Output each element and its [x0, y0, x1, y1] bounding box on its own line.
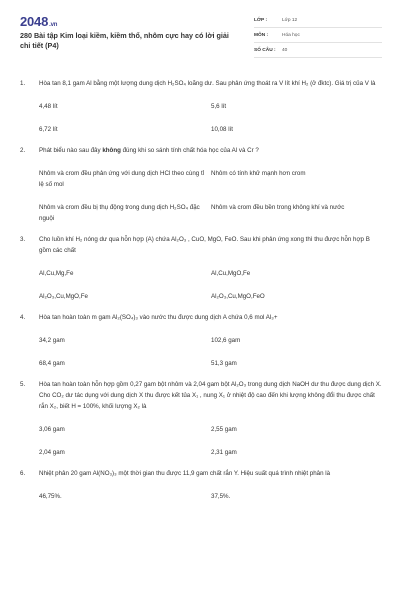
question-text: Hòa tan hoàn toàn hỗn hợp gồm 0,27 gam bột nhôm và 2,04 gam bột Al₂O₃ trong dung dịch NaOH dư thu được dung dịch X. Cho CO₂ dư tác dụng với dung dịch X thu được kết tủa X₁ , nung X₁ ở nhiệt độ cao đến khi lượng không đổi thu được chất rắn X₂, biết H = 100%, khối lượng X₂ là [39, 381, 382, 410]
document-title: 280 Bài tập Kim loại kiềm, kiềm thổ, nhôm cực hay có lời giải chi tiết (P4) [20, 31, 229, 50]
option-c[interactable]: 6,72 lít [39, 126, 58, 133]
meta-key: SỐ CÂU : [254, 47, 276, 53]
answer-options [39, 424, 382, 458]
option-a[interactable]: 4,48 lít [39, 103, 58, 110]
question-6 [20, 468, 382, 502]
option-c[interactable]: 2,04 gam [39, 449, 65, 456]
question-text [39, 145, 382, 156]
meta-key: LỚP : [254, 17, 268, 23]
question-text: Cho luồn khí H₂ nóng dư qua hỗn hợp (A) chứa Al₂O₃ , CuO, MgO, FeO. Sau khi phản ứng xong thì thu được hỗn hợp B gồm các chất [39, 236, 370, 254]
site-logo[interactable] [20, 14, 57, 29]
option-c[interactable]: Nhôm và crom đều bị thụ động trong dung dịch H₂SO₄ đặc nguội [39, 204, 200, 222]
page-header [0, 0, 400, 62]
question-number: 2. [20, 147, 26, 154]
question-list [20, 78, 382, 512]
answer-options [39, 491, 382, 502]
option-b[interactable]: 37,5%. [211, 493, 231, 500]
question-number: 1. [20, 80, 26, 87]
answer-options [39, 168, 382, 224]
option-d[interactable]: 51,3 gam [211, 360, 237, 367]
question-text-part: Phát biểu nào sau đây [39, 147, 103, 154]
question-4 [20, 312, 382, 369]
question-text: Hòa tan hoàn toàn m gam Al₂(SO₄)₃ vào nước thu được dung dịch A chứa 0,6 mol Al₃+ [39, 314, 278, 321]
option-b[interactable]: 5,6 lít [211, 103, 227, 110]
option-d[interactable]: 10,08 lít [211, 126, 234, 133]
option-a[interactable]: 46,75%. [39, 493, 62, 500]
question-3 [20, 234, 382, 302]
option-b[interactable]: 102,6 gam [211, 337, 241, 344]
question-number: 4. [20, 314, 26, 321]
question-2 [20, 145, 382, 224]
question-number: 5. [20, 381, 26, 388]
document-meta [254, 13, 382, 58]
option-a[interactable]: 3,06 gam [39, 426, 65, 433]
meta-row-class [254, 13, 382, 28]
option-d[interactable]: 2,31 gam [211, 449, 237, 456]
question-emphasis: không [102, 147, 121, 154]
option-b[interactable]: Nhôm có tính khử mạnh hơn crom [211, 170, 306, 177]
meta-key: MÔN : [254, 32, 269, 38]
question-text: Hòa tan 8,1 gam Al bằng một lượng dung dịch H₂SO₄ loãng dư. Sau phản ứng thoát ra V lít khí H₂ (ở đktc). Giá trị của V là [39, 80, 376, 87]
logo-text: 2048 [20, 14, 49, 29]
meta-value: Lớp 12 [282, 17, 298, 23]
answer-options [39, 335, 382, 369]
option-b[interactable]: Al,Cu,MgO,Fe [211, 270, 251, 277]
option-c[interactable]: 68,4 gam [39, 360, 65, 367]
answer-options [39, 101, 382, 135]
question-number: 3. [20, 236, 26, 243]
meta-row-subject [254, 28, 382, 43]
meta-row-count [254, 43, 382, 58]
question-text: Nhiệt phân 20 gam Al(NO₃)₃ một thời gian thu được 11,9 gam chất rắn Y. Hiệu suất quá trình nhiệt phân là [39, 470, 331, 477]
logo-suffix: .vn [49, 22, 58, 28]
answer-options [39, 268, 382, 302]
question-number: 6. [20, 470, 26, 477]
option-c[interactable]: Al₂O₃,Cu,MgO,Fe [39, 293, 88, 300]
meta-value: Hóa học [282, 32, 300, 38]
question-text-part: đúng khi so sánh tính chất hóa học của Al và Cr ? [120, 147, 259, 154]
question-5 [20, 379, 382, 458]
option-a[interactable]: 34,2 gam [39, 337, 65, 344]
option-d[interactable]: Al₂O₃,Cu,MgO,FeO [211, 293, 265, 300]
option-b[interactable]: 2,55 gam [211, 426, 237, 433]
option-d[interactable]: Nhôm và crom đều bền trong không khí và nước [211, 204, 345, 211]
meta-value: 40 [282, 47, 288, 53]
option-a[interactable]: Nhôm và crom đều phản ứng với dung dịch HCl theo cùng tỉ lệ số mol [39, 170, 205, 188]
option-a[interactable]: Al,Cu,Mg,Fe [39, 270, 74, 277]
question-1 [20, 78, 382, 135]
